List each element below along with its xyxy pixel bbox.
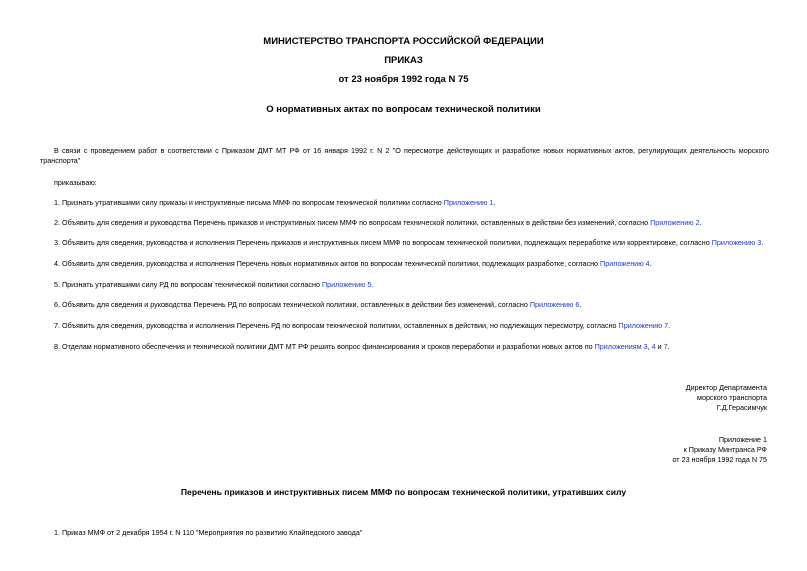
order-item-4 <box>54 259 652 269</box>
signature-block <box>686 383 767 413</box>
order-item-4-text: 4. Объявить для сведения, руководства и исполнения Перечень новых нормативных актов по вопросам технической политики, подлежащих разработке, согласно <box>54 259 601 268</box>
appendix-title: Перечень приказов и инструктивных писем ММФ по вопросам технической политики, утративших силу <box>180 487 627 497</box>
appendix-5-link[interactable]: Приложению 5 <box>321 280 372 289</box>
appendix-3-link[interactable]: Приложению 3 <box>711 238 762 247</box>
appendix-7-short-link[interactable]: 7 <box>663 342 668 351</box>
order-item-5-text: 5. Признать утратившими силу РД по вопросам технической политики согласно <box>54 280 322 289</box>
order-item-5-tail: . <box>371 280 374 289</box>
appendix-2-link[interactable]: Приложению 2 <box>650 218 700 227</box>
order-item-1 <box>54 198 495 208</box>
order-item-3-text: 3. Объявить для сведения, руководства и исполнения Перечень приказов и инструктивных писем ММФ по вопросам технической политики, подлежащих переработке или корректировке, согласно <box>54 238 712 247</box>
order-item-3-tail: . <box>761 238 764 247</box>
doc-type-heading: ПРИКАЗ <box>384 55 423 66</box>
appendix-1-link[interactable]: Приложению 1 <box>443 198 494 207</box>
order-item-6-tail: . <box>579 300 582 309</box>
order-item-7 <box>54 321 670 331</box>
order-item-1-tail: . <box>493 198 496 207</box>
order-item-7-text: 7. Объявить для сведения, руководства и исполнения Перечень РД по вопросам технической политики, оставленных в действии, но подлежащих пересмотру, согласно <box>54 321 619 330</box>
appendix-order-ref: к Приказу Минтранса РФ <box>683 445 767 454</box>
ministry-heading: МИНИСТЕРСТВО ТРАНСПОРТА РОССИЙСКОЙ ФЕДЕРАЦИИ <box>263 36 544 47</box>
signature-title: Директор Департамента <box>685 383 767 392</box>
appendix-reference <box>672 435 767 465</box>
appendix-number: Приложение 1 <box>718 435 767 444</box>
order-item-3 <box>54 238 763 248</box>
order-item-2-tail: . <box>699 218 702 227</box>
appendix-item-1: 1. Приказ ММФ от 2 декабря 1954 г. N 110 "Мероприятия по развитию Клайпедского завода" <box>54 528 363 537</box>
signature-name: Г.Д.Герасимчук <box>716 403 767 412</box>
order-item-8-text: 8. Отделам нормативного обеспечения и технической политики ДМТ МТ РФ решить вопрос финансирования и сроков переработки и разработки новых актов по <box>54 342 595 351</box>
order-item-5 <box>54 280 374 290</box>
order-item-2-text: 2. Объявить для сведения и руководства Перечень приказов и инструктивных писем ММФ по вопросам технической политики, оставленных в действии без изменений, согласно <box>54 218 651 227</box>
order-item-2 <box>54 218 702 228</box>
order-item-7-tail: . <box>668 321 671 330</box>
appendix-6-link[interactable]: Приложению 6 <box>529 300 580 309</box>
appendix-4-short-link[interactable]: 4 <box>651 342 656 351</box>
order-item-8 <box>54 342 670 352</box>
appendices-3-link[interactable]: Приложениям 3 <box>594 342 648 351</box>
order-item-6-text: 6. Объявить для сведения и руководства Перечень РД по вопросам технической политики, оставленных в действии без изменений, согласно <box>54 300 530 309</box>
order-item-6 <box>54 300 581 310</box>
order-word: приказываю: <box>54 178 97 187</box>
subject-heading: О нормативных актах по вопросам технической политики <box>266 104 541 115</box>
order-item-8-sep1: , <box>647 342 652 351</box>
order-item-8-tail: . <box>667 342 670 351</box>
appendix-order-date: от 23 ноября 1992 года N 75 <box>672 455 767 464</box>
appendix-4-link[interactable]: Приложению 4 <box>600 259 650 268</box>
appendix-7-link[interactable]: Приложению 7 <box>618 321 669 330</box>
preamble-paragraph: В связи с проведением работ в соответствии с Приказом ДМТ МТ РФ от 16 января 1992 г. N 2 "О пересмотре действующих и разработке новых нормативных актов, регулирующих деятельность морского транспорта" <box>40 146 769 165</box>
signature-department: морского транспорта <box>697 393 767 402</box>
order-item-4-tail: . <box>649 259 652 268</box>
order-item-8-sep2: и <box>655 342 664 351</box>
order-item-1-text: 1. Признать утратившими силу приказы и инструктивные письма ММФ по вопросам технической политики согласно <box>54 198 444 207</box>
date-number-heading: от 23 ноября 1992 года N 75 <box>338 74 469 85</box>
